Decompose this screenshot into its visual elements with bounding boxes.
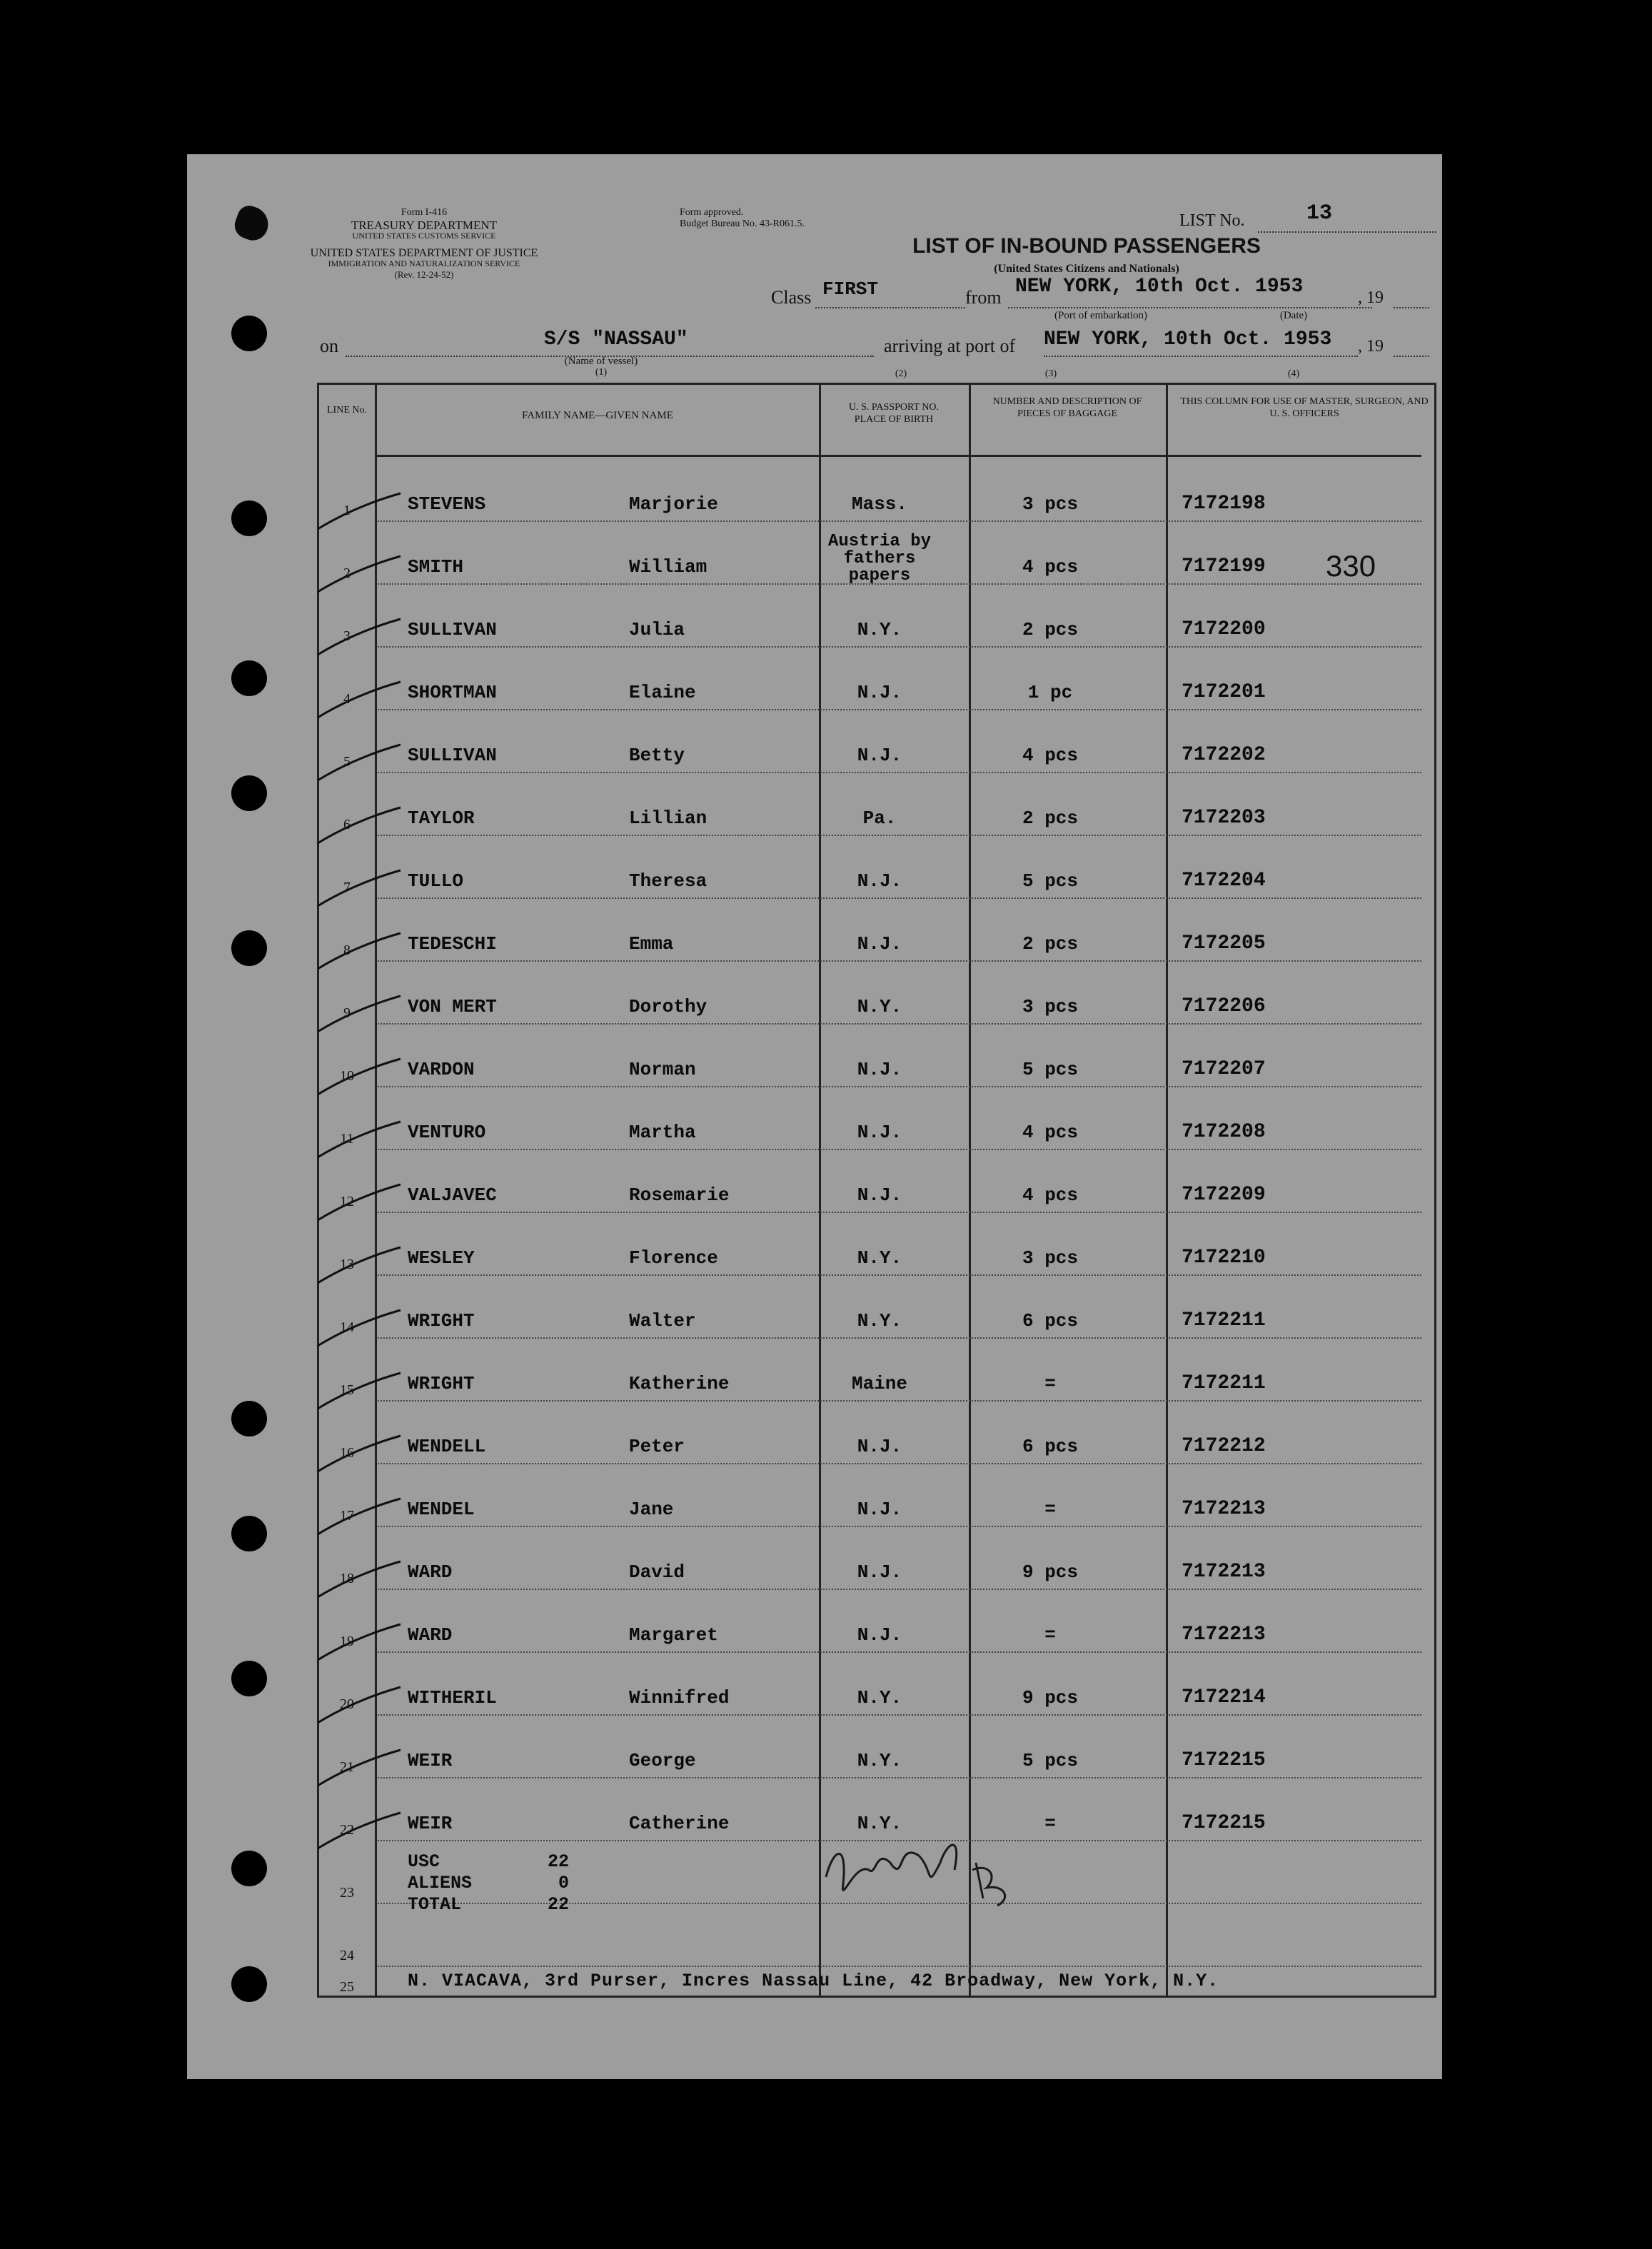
officer-number: 7172215 xyxy=(1182,1749,1266,1771)
officer-number: 7172212 xyxy=(1182,1435,1266,1457)
family-name: SHORTMAN xyxy=(408,682,497,703)
form-approved: Form approved. xyxy=(680,207,744,218)
given-name: Margaret xyxy=(629,1624,718,1646)
class-value: FIRST xyxy=(822,278,879,300)
family-name: STEVENS xyxy=(408,493,486,515)
baggage-count: 4 pcs xyxy=(1022,1122,1078,1143)
family-name: VALJAVEC xyxy=(408,1184,497,1206)
punch-hole xyxy=(231,1851,267,1886)
table-row xyxy=(319,1716,1434,1778)
justice-dept: UNITED STATES DEPARTMENT OF JUSTICE xyxy=(310,247,538,259)
treasury-dept: TREASURY DEPARTMENT xyxy=(351,218,498,232)
col3-num: (3) xyxy=(1044,368,1057,379)
arriving-value: NEW YORK, 10th Oct. 1953 xyxy=(1044,328,1332,351)
officer-number: 7172213 xyxy=(1182,1498,1266,1520)
family-name: TAYLOR xyxy=(408,807,475,829)
baggage-count: 5 pcs xyxy=(1022,870,1078,892)
officer-number: 7172203 xyxy=(1182,807,1266,829)
officer-number: 7172211 xyxy=(1182,1372,1266,1394)
vessel-caption-num: (1) xyxy=(595,367,608,378)
place-of-birth: Austria by fathers papers xyxy=(827,532,932,585)
place-of-birth: N.J. xyxy=(857,1499,902,1520)
line-number: 10 xyxy=(340,1068,354,1084)
officer-number: 7172204 xyxy=(1182,870,1266,892)
line-number: 19 xyxy=(340,1634,354,1649)
given-name: Betty xyxy=(629,745,685,766)
line-number: 9 xyxy=(343,1005,351,1021)
line-number: 22 xyxy=(340,1822,354,1838)
line-number: 21 xyxy=(340,1759,354,1775)
baggage-count: 6 pcs xyxy=(1022,1436,1078,1457)
baggage-count: 3 pcs xyxy=(1022,493,1078,515)
place-of-birth: N.Y. xyxy=(857,1750,902,1771)
table-row xyxy=(319,1402,1434,1464)
line-number: 3 xyxy=(343,628,351,644)
vessel-caption: (Name of vessel) xyxy=(564,356,638,367)
col-name: FAMILY NAME—GIVEN NAME xyxy=(522,410,673,421)
baggage-count: = xyxy=(1044,1813,1056,1834)
family-name: WENDEL xyxy=(408,1499,475,1520)
officer-number: 7172206 xyxy=(1182,995,1266,1017)
place-of-birth: N.Y. xyxy=(857,1813,902,1834)
given-name: Dorothy xyxy=(629,996,707,1017)
budget-bureau: Budget Bureau No. 43-R061.5. xyxy=(680,218,805,229)
table-row xyxy=(319,899,1434,962)
officer-number: 7172215 xyxy=(1182,1812,1266,1834)
punch-hole xyxy=(231,316,267,351)
baggage-count: 9 pcs xyxy=(1022,1561,1078,1583)
place-of-birth: N.J. xyxy=(857,870,902,892)
given-name: Winnifred xyxy=(629,1687,730,1709)
line-number: 6 xyxy=(343,817,351,832)
table-row xyxy=(319,1276,1434,1339)
baggage-count: 5 pcs xyxy=(1022,1059,1078,1080)
family-name: SULLIVAN xyxy=(408,745,497,766)
baggage-count: 4 pcs xyxy=(1022,1184,1078,1206)
baggage-count: 3 pcs xyxy=(1022,1247,1078,1269)
line-number: 7 xyxy=(343,880,351,895)
place-of-birth: N.Y. xyxy=(857,1687,902,1709)
from-value: NEW YORK, 10th Oct. 1953 xyxy=(1015,276,1304,298)
officer-number: 7172205 xyxy=(1182,932,1266,955)
table-row xyxy=(319,522,1434,585)
line-number: 14 xyxy=(340,1319,354,1335)
family-name: WARD xyxy=(408,1624,453,1646)
given-name: William xyxy=(629,556,707,578)
table-row xyxy=(319,1464,1434,1527)
given-name: Theresa xyxy=(629,870,707,892)
line-number: 16 xyxy=(340,1445,354,1461)
baggage-count: 3 pcs xyxy=(1022,996,1078,1017)
col-officers: THIS COLUMN FOR USE OF MASTER, SURGEON, AND U. S. OFFICERS xyxy=(1180,396,1429,419)
line-number: 15 xyxy=(340,1382,354,1398)
place-of-birth: N.Y. xyxy=(857,619,902,640)
given-name: Jane xyxy=(629,1499,674,1520)
line-number: 4 xyxy=(343,691,351,707)
col-line-no: LINE No. xyxy=(327,405,367,416)
table-row xyxy=(319,648,1434,710)
list-no-value: 13 xyxy=(1306,201,1333,226)
baggage-count: = xyxy=(1044,1373,1056,1394)
family-name: WEIR xyxy=(408,1813,453,1834)
officer-number: 7172200 xyxy=(1182,618,1266,640)
given-name: Julia xyxy=(629,619,685,640)
ink-blot xyxy=(231,203,273,245)
officer-signature xyxy=(819,1820,1047,1920)
col4-num: (4) xyxy=(1287,368,1300,379)
place-of-birth: N.J. xyxy=(857,1059,902,1080)
place-of-birth: N.J. xyxy=(857,745,902,766)
family-name: WEIR xyxy=(408,1750,453,1771)
place-of-birth: N.Y. xyxy=(857,1247,902,1269)
punch-hole xyxy=(231,1966,267,2002)
family-name: WESLEY xyxy=(408,1247,475,1269)
line-number: 8 xyxy=(343,942,351,958)
document-title: LIST OF IN-BOUND PASSENGERS xyxy=(912,234,1261,258)
officer-number: 7172202 xyxy=(1182,744,1266,766)
arriving-label: arriving at port of xyxy=(884,336,1016,356)
baggage-count: 2 pcs xyxy=(1022,807,1078,829)
punch-hole xyxy=(231,660,267,696)
usc-value: 22 xyxy=(548,1851,570,1872)
place-of-birth: Pa. xyxy=(862,807,897,829)
list-no-label: LIST No. xyxy=(1179,211,1245,230)
officer-number: 7172208 xyxy=(1182,1121,1266,1143)
document-subtitle: (United States Citizens and Nationals) xyxy=(994,263,1179,275)
form-number: Form I-416 xyxy=(401,207,448,218)
given-name: David xyxy=(629,1561,685,1583)
line-number: 13 xyxy=(340,1257,354,1272)
family-name: VON MERT xyxy=(408,996,497,1017)
given-name: Marjorie xyxy=(629,493,718,515)
year-prefix: , 19 xyxy=(1358,288,1384,307)
punch-hole xyxy=(231,930,267,966)
place-of-birth: N.J. xyxy=(857,1561,902,1583)
line-number: 23 xyxy=(340,1885,354,1901)
table-row xyxy=(319,962,1434,1025)
officer-number: 7172209 xyxy=(1182,1184,1266,1206)
baggage-count: 2 pcs xyxy=(1022,933,1078,955)
table-row xyxy=(319,1025,1434,1087)
given-name: Lillian xyxy=(629,807,707,829)
class-label: Class xyxy=(771,287,812,308)
given-name: Katherine xyxy=(629,1373,730,1394)
handwritten-note: 330 xyxy=(1326,549,1376,583)
baggage-count: 5 pcs xyxy=(1022,1750,1078,1771)
table-row xyxy=(319,1087,1434,1150)
aliens-label: ALIENS xyxy=(408,1873,473,1893)
punch-hole xyxy=(231,775,267,811)
officer-number: 7172198 xyxy=(1182,493,1266,515)
table-row xyxy=(319,1150,1434,1213)
place-of-birth: N.J. xyxy=(857,1436,902,1457)
ins-service: IMMIGRATION AND NATURALIZATION SERVICE xyxy=(328,258,520,268)
line-number: 5 xyxy=(343,754,351,770)
given-name: Norman xyxy=(629,1059,696,1080)
baggage-count: = xyxy=(1044,1499,1056,1520)
table-row xyxy=(319,710,1434,773)
given-name: Emma xyxy=(629,933,674,955)
given-name: Florence xyxy=(629,1247,718,1269)
given-name: Catherine xyxy=(629,1813,730,1834)
place-of-birth: N.J. xyxy=(857,682,902,703)
vessel-value: S/S "NASSAU" xyxy=(544,328,688,351)
given-name: Walter xyxy=(629,1310,696,1332)
punch-hole xyxy=(231,500,267,536)
family-name: WENDELL xyxy=(408,1436,486,1457)
family-name: TEDESCHI xyxy=(408,933,497,955)
revision: (Rev. 12-24-52) xyxy=(394,269,454,280)
line-number: 2 xyxy=(343,565,351,581)
line-number: 24 xyxy=(340,1948,354,1963)
aliens-value: 0 xyxy=(558,1873,570,1893)
passenger-table xyxy=(317,383,1436,1998)
purser-signature-line: N. VIACAVA, 3rd Purser, Incres Nassau Line, 42 Broadway, New York, N.Y. xyxy=(408,1971,1219,1991)
line-number: 1 xyxy=(343,503,351,518)
baggage-count: 1 pc xyxy=(1027,682,1073,703)
family-name: SMITH xyxy=(408,556,464,578)
officer-number: 7172211 xyxy=(1182,1309,1266,1332)
family-name: WRIGHT xyxy=(408,1373,475,1394)
family-name: VENTURO xyxy=(408,1122,486,1143)
family-name: TULLO xyxy=(408,870,464,892)
col2-num: (2) xyxy=(895,368,907,379)
port-embark-caption: (Port of embarkation) xyxy=(1054,310,1147,321)
from-label: from xyxy=(965,287,1002,308)
place-of-birth: N.J. xyxy=(857,1184,902,1206)
col-baggage: NUMBER AND DESCRIPTION OF PIECES OF BAGGAGE xyxy=(992,396,1142,419)
col-passport: U. S. PASSPORT NO. PLACE OF BIRTH xyxy=(849,402,939,425)
place-of-birth: N.Y. xyxy=(857,996,902,1017)
officer-number: 7172201 xyxy=(1182,681,1266,703)
punch-hole xyxy=(231,1401,267,1437)
line-number: 17 xyxy=(340,1508,354,1524)
officer-number: 7172213 xyxy=(1182,1561,1266,1583)
baggage-count: = xyxy=(1044,1624,1056,1646)
given-name: Martha xyxy=(629,1122,696,1143)
officer-number: 7172199 xyxy=(1182,555,1266,578)
table-row xyxy=(319,1653,1434,1716)
line-number: 20 xyxy=(340,1696,354,1712)
on-label: on xyxy=(320,336,338,356)
given-name: Elaine xyxy=(629,682,696,703)
year-prefix-2: , 19 xyxy=(1358,337,1384,356)
line-number: 18 xyxy=(340,1571,354,1586)
place-of-birth: Mass. xyxy=(851,493,907,515)
baggage-count: 4 pcs xyxy=(1022,745,1078,766)
place-of-birth: N.J. xyxy=(857,1122,902,1143)
table-row xyxy=(319,585,1434,648)
baggage-count: 9 pcs xyxy=(1022,1687,1078,1709)
officer-number: 7172214 xyxy=(1182,1686,1266,1709)
given-name: Rosemarie xyxy=(629,1184,730,1206)
baggage-count: 6 pcs xyxy=(1022,1310,1078,1332)
officer-number: 7172210 xyxy=(1182,1247,1266,1269)
family-name: WRIGHT xyxy=(408,1310,475,1332)
family-name: VARDON xyxy=(408,1059,475,1080)
table-row xyxy=(319,1590,1434,1653)
punch-hole xyxy=(231,1661,267,1696)
given-name: George xyxy=(629,1750,696,1771)
place-of-birth: N.Y. xyxy=(857,1310,902,1332)
line-number: 25 xyxy=(340,1979,354,1995)
table-row xyxy=(319,1339,1434,1402)
family-name: SULLIVAN xyxy=(408,619,497,640)
table-row xyxy=(319,836,1434,899)
officer-number: 7172213 xyxy=(1182,1624,1266,1646)
table-row xyxy=(319,773,1434,836)
place-of-birth: Maine xyxy=(851,1373,907,1394)
usc-label: USC xyxy=(408,1851,440,1872)
baggage-count: 4 pcs xyxy=(1022,556,1078,578)
total-label: TOTAL xyxy=(408,1894,462,1915)
family-name: WARD xyxy=(408,1561,453,1583)
given-name: Peter xyxy=(629,1436,685,1457)
date-caption: (Date) xyxy=(1279,310,1308,321)
table-row xyxy=(319,1213,1434,1276)
table-row xyxy=(319,1527,1434,1590)
total-value: 22 xyxy=(548,1894,570,1915)
line-number: 12 xyxy=(340,1194,354,1209)
punch-hole xyxy=(231,1516,267,1551)
place-of-birth: N.J. xyxy=(857,933,902,955)
table-row xyxy=(319,459,1434,522)
customs-service: UNITED STATES CUSTOMS SERVICE xyxy=(352,231,496,241)
place-of-birth: N.J. xyxy=(857,1624,902,1646)
family-name: WITHERIL xyxy=(408,1687,497,1709)
line-number: 11 xyxy=(340,1131,354,1147)
baggage-count: 2 pcs xyxy=(1022,619,1078,640)
officer-number: 7172207 xyxy=(1182,1058,1266,1080)
footer-row xyxy=(319,1936,1434,1998)
